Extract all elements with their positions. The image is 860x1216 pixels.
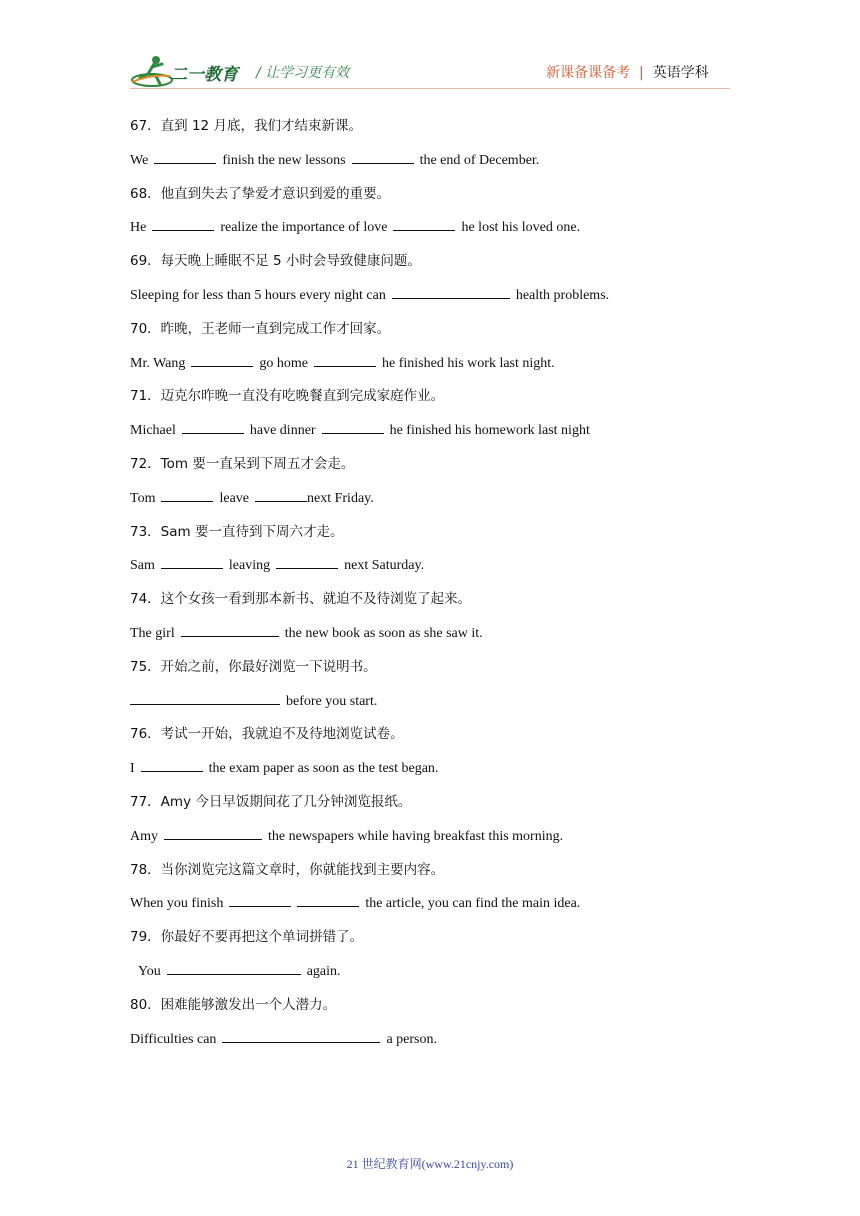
answer-blank[interactable] (182, 419, 244, 434)
answer-text: he finished his homework last night (389, 423, 590, 439)
answer-text: he finished his work last night. (382, 355, 555, 371)
answer-text: realize the importance of love (220, 220, 388, 236)
answer-blank[interactable] (164, 825, 262, 840)
answer-text: again. (306, 963, 341, 979)
answer-text: The girl (130, 625, 175, 641)
answer-line (130, 617, 730, 651)
question-prompt: 76．考试一开始，我就迫不及待地浏览试卷。 (130, 726, 404, 743)
answer-text: a person. (386, 1031, 437, 1047)
answer-blank[interactable] (297, 892, 359, 907)
answer-text: You (138, 963, 161, 979)
answer-blank[interactable] (161, 554, 223, 569)
header-divider (130, 88, 730, 89)
answer-blank[interactable] (276, 554, 338, 569)
answer-text: the exam paper as soon as the test began. (208, 761, 439, 777)
answer-text: Tom (130, 490, 156, 506)
answer-text: We (130, 152, 149, 168)
answer-text: Sleeping for less than 5 hours every night can (130, 287, 386, 303)
answer-line (130, 887, 730, 921)
page-header (0, 0, 860, 100)
answer-text: the newspapers while having breakfast this morning. (268, 828, 564, 844)
answer-text: he lost his loved one. (461, 220, 581, 236)
answer-blank[interactable] (392, 284, 510, 299)
answer-line (130, 685, 730, 719)
answer-text: go home (259, 355, 309, 371)
answer-text: Michael (130, 423, 176, 439)
question-prompt: 80．困难能够激发出一个人潜力。 (130, 996, 337, 1013)
header-separator: | (639, 65, 644, 81)
header-right (546, 62, 709, 82)
answer-blank[interactable] (222, 1028, 380, 1043)
question-prompt: 78．当你浏览完这篇文章时，你就能找到主要内容。 (130, 861, 445, 878)
answer-blank[interactable] (322, 419, 384, 434)
answer-text: next Friday. (307, 490, 374, 506)
answer-blank[interactable] (152, 216, 214, 231)
question-prompt: 72．Tom 要一直呆到下周五才会走。 (130, 455, 355, 472)
answer-text: Amy (130, 828, 158, 844)
question-prompt: 70．昨晚，王老师一直到完成工作才回家。 (130, 320, 391, 337)
answer-blank[interactable] (393, 216, 455, 231)
answer-line (130, 211, 730, 245)
answer-line (130, 1023, 730, 1057)
answer-text: before you start. (286, 693, 378, 709)
header-slogan: / 让学习更有效 (256, 65, 350, 81)
answer-blank[interactable] (191, 352, 253, 367)
question-list (130, 110, 730, 1056)
answer-line (130, 752, 730, 786)
question-prompt: 75．开始之前，你最好浏览一下说明书。 (130, 658, 377, 675)
answer-blank[interactable] (229, 892, 291, 907)
answer-text: the article, you can find the main idea. (365, 896, 581, 912)
question-prompt: 67．直到 12 月底，我们才结束新课。 (130, 118, 362, 134)
question-prompt: 71．迈克尔昨晚一直没有吃晚餐直到完成家庭作业。 (130, 388, 445, 405)
answer-line (130, 414, 730, 448)
logo-text: 二一教育 (170, 65, 238, 85)
page-footer: 21 世纪教育网(www.21cnjy.com) (346, 1157, 514, 1171)
answer-line (130, 482, 730, 516)
answer-blank[interactable] (141, 757, 203, 772)
answer-text: the end of December. (419, 152, 540, 168)
answer-line (130, 347, 730, 381)
answer-line (130, 279, 730, 313)
answer-line (130, 955, 730, 989)
answer-line (130, 144, 730, 178)
answer-text: health problems. (515, 287, 610, 303)
answer-line (130, 549, 730, 583)
question-prompt: 79．你最好不要再把这个单词拼错了。 (130, 929, 364, 946)
answer-blank[interactable] (161, 487, 213, 502)
answer-blank[interactable] (314, 352, 376, 367)
answer-text: next Saturday. (344, 558, 425, 574)
answer-blank[interactable] (255, 487, 307, 502)
header-subject: 英语学科 (652, 65, 709, 81)
answer-line (130, 820, 730, 854)
question-prompt: 73．Sam 要一直待到下周六才走。 (130, 523, 344, 540)
answer-text: have dinner (249, 423, 316, 439)
answer-blank[interactable] (130, 690, 280, 705)
answer-blank[interactable] (352, 149, 414, 164)
answer-text: leave (219, 490, 249, 506)
answer-text: Difficulties can (130, 1031, 217, 1047)
answer-text: leaving (228, 558, 271, 574)
answer-text: I (130, 761, 135, 777)
answer-blank[interactable] (181, 622, 279, 637)
header-tag: 新课备课备考 (546, 65, 630, 81)
answer-text: Sam (130, 558, 155, 574)
answer-text: finish the new lessons (222, 152, 346, 168)
question-prompt: 74．这个女孩一看到那本新书、就迫不及待浏览了起来。 (130, 591, 472, 608)
answer-text: When you finish (130, 896, 224, 912)
answer-text: Mr. Wang (130, 355, 186, 371)
answer-text: the new book as soon as she saw it. (284, 625, 483, 641)
answer-blank[interactable] (154, 149, 216, 164)
answer-blank[interactable] (167, 960, 301, 975)
question-prompt: 77．Amy 今日早饭期间花了几分钟浏览报纸。 (130, 793, 412, 810)
question-prompt: 68．他直到失去了挚爱才意识到爱的重要。 (130, 185, 391, 202)
question-prompt: 69．每天晚上睡眠不足 5 小时会导致健康问题。 (130, 253, 421, 270)
answer-text: He (130, 220, 147, 236)
